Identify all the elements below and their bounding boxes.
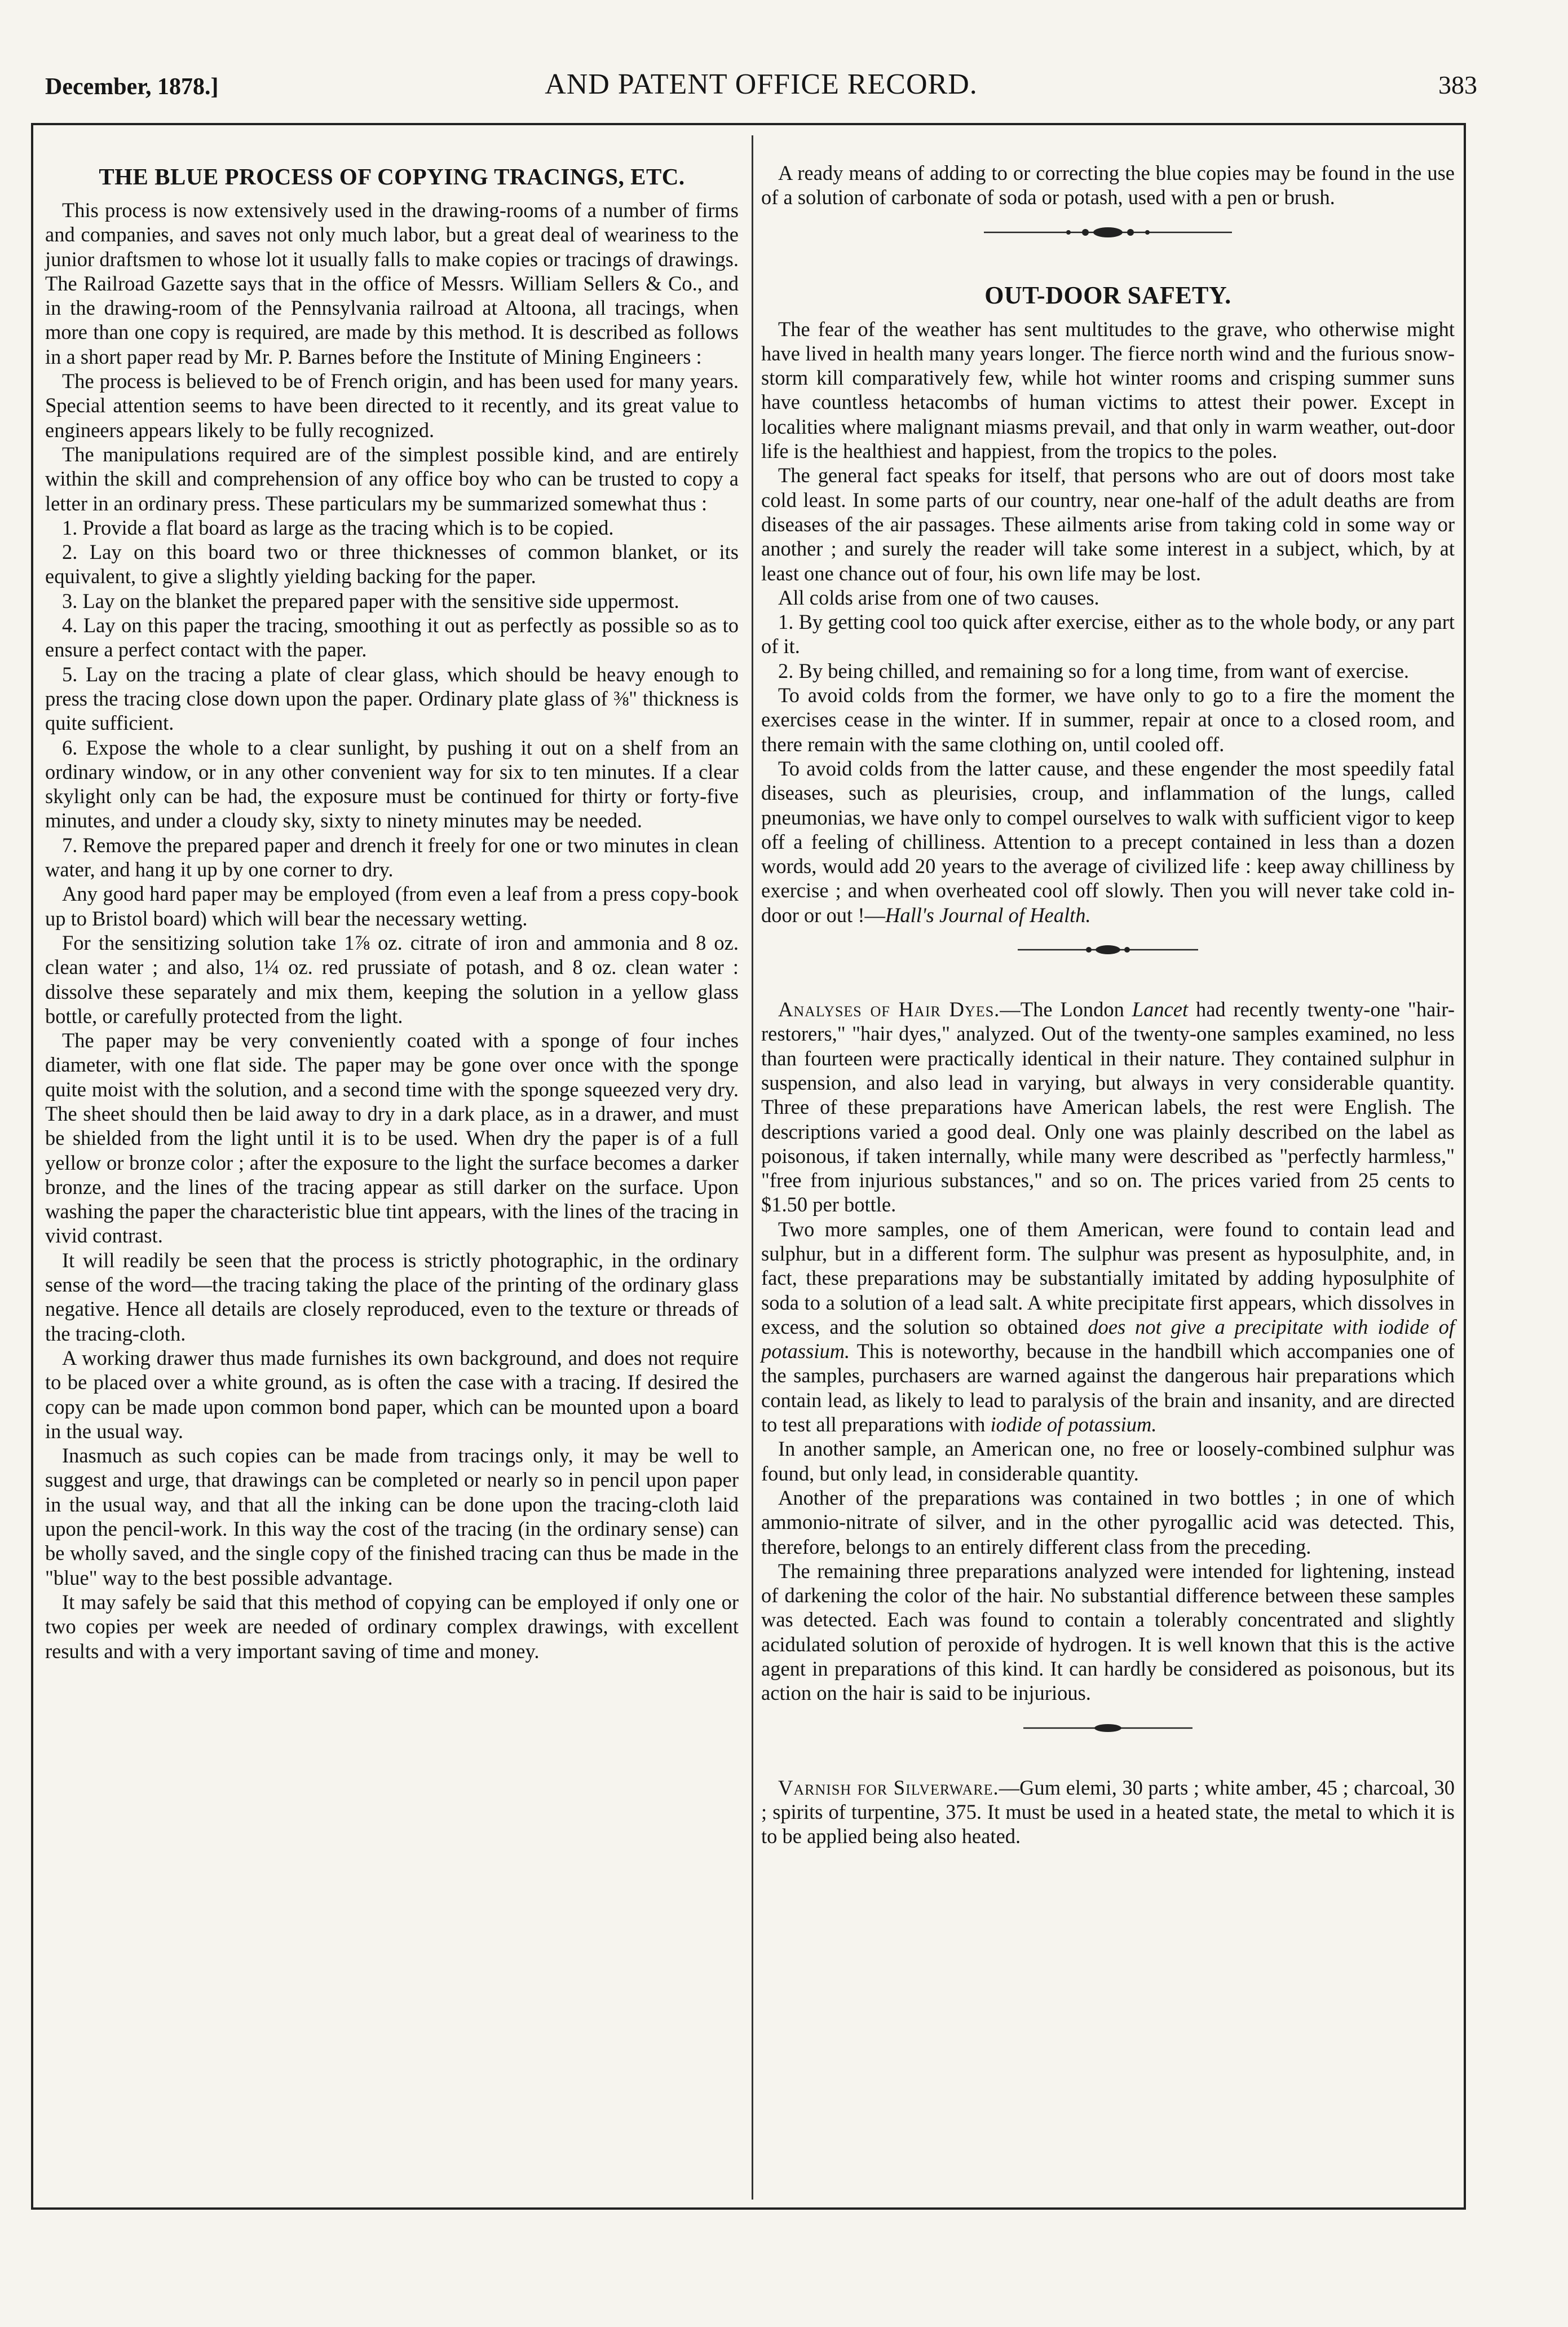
blue-process-paragraph-7: 4. Lay on this paper the tracing, smoothing it out as perfectly as possible so as to ensure a perfect contact with the paper. (45, 614, 739, 662)
blue-process-paragraph-3: The manipulations required are of the simplest possible kind, and are entirely within the skill and comprehension of any office boy who can be trusted to copy a letter in an ordinary press. These particulars my be summarized somewhat thus : (45, 442, 739, 515)
blue-process-paragraph-10: 7. Remove the prepared paper and drench it freely for one or two minutes in clean water, and hang it up by one corner to dry. (45, 833, 739, 882)
blue-copies-correction-paragraph: A ready means of adding to or correcting the blue copies may be found in the use of a solution of carbonate of soda or potash, used with a pen or brush. (761, 161, 1455, 209)
page-number: 383 (1438, 70, 1477, 99)
outdoor-safety-paragraph-4: 1. By getting cool too quick after exercise, either as to the whole body, or any part of it. (761, 610, 1455, 658)
blue-process-paragraph-9: 6. Expose the whole to a clear sunlight, by pushing it out on a shelf from an ordinary window, or in any other convenient way for six to ten minutes. If a clear skylight only can be had, the exposure must be continued for thirty or forty-five minutes, and under a cloudy sky, sixty to ninety minutes may be needed. (45, 735, 739, 832)
blue-process-paragraph-5: 2. Lay on this board two or three thicknesses of common blanket, or its equivalent, to give a slightly yielding backing for the paper. (45, 540, 739, 588)
varnish-text: —Gum elemi, 30 parts ; white amber, 45 ; charcoal, 30 ; spirits of turpentine, 375. It must be used in a heated state, the metal to which it is to be applied being also heated. (761, 1775, 1455, 1848)
left-column (45, 161, 739, 1663)
outdoor-safety-paragraph-5: 2. By being chilled, and remaining so for a long time, from want of exercise. (778, 659, 1410, 682)
outdoor-safety-paragraph-7 (761, 756, 1455, 927)
outdoor-safety-paragraph-1: The fear of the weather has sent multitudes to the grave, who otherwise might have lived in health many years longer. The fierce north wind and the furious snow-storm kill comparatively few, while hot winter rooms and crisping summer suns have countless hetacombs of human victims to attest their power. Except in localities where malignant miasms prevail, and that only in warm weather, out-door life is the healthiest and happiest, from the tropics to the poles. (761, 317, 1455, 463)
ornament-rule-icon (1023, 1717, 1192, 1739)
publication-title: AND PATENT OFFICE RECORD. (545, 68, 978, 100)
ornament-rule-icon (984, 221, 1232, 244)
issue-date: December, 1878.] (45, 74, 219, 100)
blue-process-paragraph-1: This process is now extensively used in the drawing-rooms of a number of firms and companies, and saves not only much labor, but a great deal of weariness to the junior draftsmen to whose lot it usually falls to make copies or tracings of drawings. The Railroad Gazette says that in the office of Messrs. William Sellers & Co., and in the drawing-room of the Pennsylvania railroad at Altoona, all tracings, when more than one copy is required, are made by this method. It is described as follows in a short paper read by Mr. P. Barnes before the Institute of Mining Engineers : (45, 199, 739, 368)
blue-process-title: THE BLUE PROCESS OF COPYING TRACINGS, ETC. (99, 164, 685, 189)
varnish-paragraph (761, 1775, 1455, 1849)
hair-dyes-text: Two more samples, one of them American, were found to contain lead and sulphur, but in a different form. The sulphur was present as hyposulphite, and, in fact, these preparations may be substantially imitated by adding hyposulphite of soda to a solution of a lead salt. A white precipitate first appears, which dissolves in excess, and the solution so obtained (761, 1217, 1455, 1338)
outdoor-safety-body (761, 317, 1455, 927)
blue-process-paragraph-16: Inasmuch as such copies can be made from tracings only, it may be well to suggest and urge, that drawings can be completed or nearly so in pencil upon paper in the usual way, and that all the inking can be done upon the tracing-cloth laid upon the pencil-work. In this way the cost of the tracing (in the ordinary sense) can be wholly saved, and the single copy of the finished tracing can thus be made in the "blue" way to the best possible advantage. (45, 1444, 739, 1589)
hair-dyes-heading: Analyses of Hair Dyes. (778, 998, 1000, 1021)
blue-process-body (45, 198, 739, 1663)
blue-process-paragraph-6: 3. Lay on the blanket the prepared paper with the sensitive side uppermost. (62, 589, 679, 612)
hair-dyes-paragraph-3: In another sample, an American one, no free or loosely-combined sulphur was found, but only lead, in considerable quantity. (761, 1437, 1455, 1485)
hair-dyes-paragraph-5: The remaining three preparations analyzed were intended for lightening, instead of darkening the color of the hair. No substantial difference between these samples was detected. Each was found to contain a tolerably concentrated and slightly acidulated solution of peroxide of hydrogen. It is well known that this is the active agent in preparations of this kind. It can hardly be considered as poisonous, but its action on the hair is said to be injurious. (761, 1559, 1455, 1705)
blue-process-paragraph-8: 5. Lay on the tracing a plate of clear glass, which should be heavy enough to press the tracing close down upon the paper. Ordinary plate glass of ⅜" thickness is quite sufficient. (45, 662, 739, 735)
varnish-heading: Varnish for Silverware. (778, 1775, 999, 1799)
blue-process-paragraph-4: 1. Provide a flat board as large as the tracing which is to be copied. (62, 515, 614, 539)
section-ornament (761, 221, 1455, 266)
right-column (761, 161, 1455, 1849)
blue-process-paragraph-12: For the sensitizing solution take 1⅞ oz. citrate of iron and ammonia and 8 oz. clean water ; and also, 1¼ oz. red prussiate of potash, and 8 oz. clean water : dissolve these separately and mix them, keeping the solution in a yellow glass bottle, or carefully protected from the light. (45, 931, 739, 1028)
running-head (45, 68, 1477, 118)
hair-dyes-paragraph-2 (761, 1217, 1455, 1437)
outdoor-safety-paragraph-3: All colds arise from one of two causes. (778, 585, 1099, 609)
outdoor-safety-last-text: To avoid colds from the latter cause, and these engender the most speedily fatal diseases, such as pleurisies, croup, and inflammation of the lungs, called pneumonias, we have only to compel ourselves to walk with sufficient vigor to keep off a feeling of chilliness. Attention to a precept contained in less than a dozen words, would add 20 years to the average of civilized life : keep away chilliness by exercise ; and when overheated cool off slowly. Then you will never take cold in-door or out !— (761, 756, 1455, 927)
section-ornament (761, 1717, 1455, 1762)
blue-process-paragraph-11: Any good hard paper may be employed (from even a leaf from a press copy-book up to Bristol board) which will bear the necessary wetting. (45, 882, 739, 930)
outdoor-safety-title: OUT-DOOR SAFETY. (984, 281, 1231, 309)
blue-process-paragraph-13: The paper may be very conveniently coated with a sponge of four inches diameter, with one flat side. The paper may be gone over once with the sponge quite moist with the solution, and a second time with the sponge squeezed very dry. The sheet should then be laid away to dry in a dark place, as in a drawer, and must be shielded from the light until it is to be used. When dry the paper is of a full yellow or bronze color ; after the exposure to the light the surface becomes a darker bronze, and the lines of the tracing appear as still darker on the surface. Upon washing the paper the characteristic blue tint appears, with the lines of the tracing in vivid contrast. (45, 1029, 739, 1248)
hair-dyes-text: had recently twenty-one "hair-restorers," "hair dyes," analyzed. Out of the twenty-one samples examined, no less than fourteen were practically identical in their nature. They contained sulphur in suspension, and also lead in varying, but always in very considerable quantity. Three of these preparations have American labels, the rest were English. The descriptions varied a good deal. Only one was plainly described on the label as poisonous, if taken internally, while many were described as "perfectly harmless," "free from injurious substances," and so on. The prices varied from 25 cents to $1.50 per bottle. (761, 998, 1455, 1217)
blue-process-paragraph-14: It will readily be seen that the process is strictly photographic, in the ordinary sense of the word—the tracing taking the place of the printing of the ordinary glass negative. Hence all details are closely reproduced, even to the texture or threads of the tracing-cloth. (45, 1248, 739, 1345)
hair-dyes-emphasis: does not give a precipitate with iodide of potassium. (761, 1315, 1455, 1363)
hair-dyes-text: —The London (1000, 998, 1132, 1021)
hair-dyes-emphasis: iodide of potassium. (990, 1413, 1157, 1436)
outdoor-safety-paragraph-2: The general fact speaks for itself, that persons who are out of doors most take cold least. In some parts of our country, near one-half of the adult deaths are from diseases of the air passages. These ailments arise from taking cold in some way or another ; and surely the reader will take some interest in a subject, which, by at least one chance out of four, his own life may be lost. (761, 464, 1455, 585)
hair-dyes-paragraph-4: Another of the preparations was contained in two bottles ; in one of which ammonio-nitrate of silver, and in the other pyrogallic acid was detected. This, therefore, belongs to an entirely different class from the preceding. (761, 1486, 1455, 1558)
outdoor-safety-paragraph-6: To avoid colds from the former, we have only to go to a fire the moment the exercises cease in the winter. If in summer, repair at once to a closed room, and there remain with the same clothing on, until cooled off. (761, 684, 1455, 756)
ornament-rule-icon (1018, 938, 1198, 961)
hair-dyes-paragraph-1 (761, 997, 1455, 1217)
blue-process-paragraph-17: It may safely be said that this method of copying can be employed if only one or two copies per week are needed of ordinary complex drawings, with excellent results and with a very important saving of time and money. (45, 1590, 739, 1663)
column-divider (752, 135, 753, 2200)
section-ornament (761, 938, 1455, 984)
lancet-title: Lancet (1132, 998, 1189, 1021)
blue-process-paragraph-15: A working drawer thus made furnishes its own background, and does not require to be placed over a white ground, as is often the case with a tracing. If desired the copy can be made upon common bond paper, which can be mounted upon a board in the usual way. (45, 1346, 739, 1443)
hair-dyes-text: This is noteworthy, because in the handbill which accompanies one of the samples, purchasers are warned against the dangerous hair preparations which contain lead, as likely to lead to paralysis of the brain and insanity, and are directed to test all preparations with (761, 1339, 1455, 1436)
outdoor-safety-source: Hall's Journal of Health. (885, 903, 1091, 927)
blue-process-paragraph-2: The process is believed to be of French origin, and has been used for many years. Special attention seems to have been directed to it recently, and its great value to engineers appears likely to be fully recognized. (45, 369, 739, 442)
